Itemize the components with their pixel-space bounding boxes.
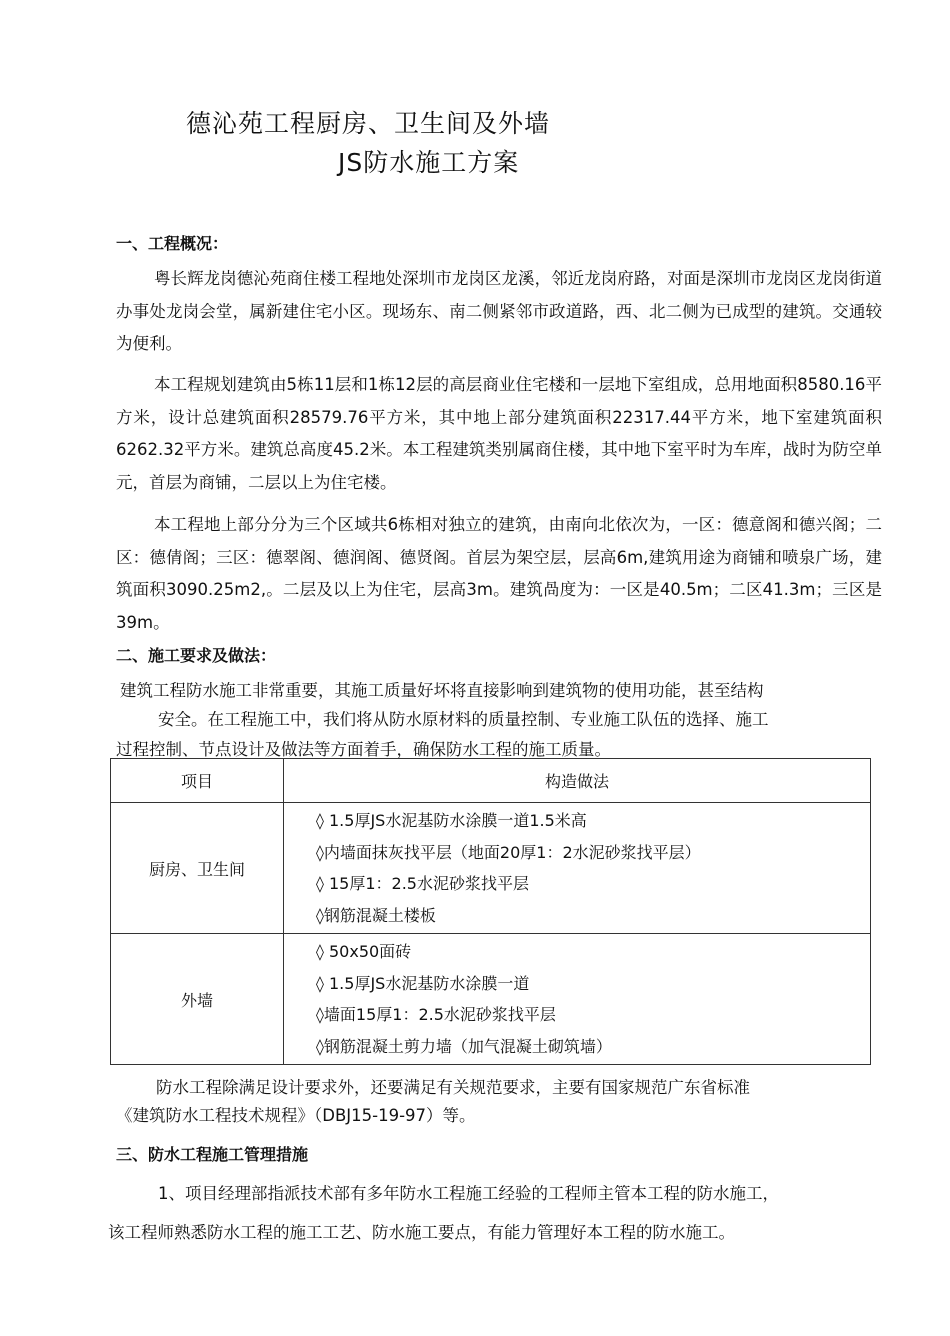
layer-item: ◊墙面15厚1：2.5水泥砂浆找平层 (316, 1005, 556, 1024)
layer-item: ◊ 15厚1：2.5水泥砂浆找平层 (316, 874, 529, 893)
document-title-line2: JS防水施工方案 (338, 148, 520, 177)
section1-paragraph-3: 本工程地上部分分为三个区域共6栋相对独立的建筑，由南向北依次为，一区：德意阁和德兴阁；二区：德倩阁；三区：德翠阁、德润阁、德贤阁。首层为架空层，层高6m,建筑用途为商铺和喷泉广场，建筑面积3090.25m2,。二层及以上为住宅，层高3m。建筑咼度为：一区是40.5m；二区41.3m；三区是39m。 (116, 515, 882, 632)
section2-after-line-1: 防水工程除满足设计要求外，还要满足有关规范要求，主要有国家规范广东省标准 (156, 1078, 750, 1097)
section3-heading: 三、防水工程施工管理措施 (116, 1145, 309, 1164)
layer-item: ◊ 50x50面砖 (316, 942, 412, 961)
table-header-row (111, 759, 871, 803)
layer-item: ◊钢筋混凝土剪力墙（加气混凝土砌筑墙） (316, 1036, 612, 1056)
table-row (111, 934, 871, 1065)
section1-heading: 一、工程概况： (116, 234, 229, 253)
section3-line-2: 该工程师熟悉防水工程的施工工艺、防水施工要点，有能力管理好本工程的防水施工。 (108, 1223, 735, 1242)
layer-item: ◊ 1.5厚JS水泥基防水涂膜一道 (316, 973, 530, 993)
section1-paragraph-2: 本工程规划建筑由5栋11层和1栋12层的高层商业住宅楼和一层地下室组成，总用地面积8580.16平方米，设计总建筑面积28579.76平方米，其中地上部分建筑面积22317.44平方米，地下室建筑面积6262.32平方米。建筑总高度45.2米。本工程建筑类别属商住楼，其中地下室平时为车库，战时为防空单元，首层为商铺，二层以上为住宅楼。 (116, 375, 882, 492)
section2-intro-line-2: 安全。在工程施工中，我们将从防水原材料的质量控制、专业施工队伍的选择、施工 (158, 710, 769, 729)
section2-after-line-2: 《建筑防水工程技术规程》（DBJ15-19-97）等。 (116, 1106, 476, 1125)
construction-table (110, 758, 871, 1065)
table-header-method: 构造做法 (284, 759, 871, 803)
table-cell-item: 厨房、卫生间 (111, 803, 284, 934)
table-row (111, 803, 871, 934)
layer-item: ◊ 1.5厚JS水泥基防水涂膜一道1.5米高 (316, 811, 587, 830)
table-cell-layers (284, 934, 871, 1065)
table-header-item: 项目 (111, 759, 284, 803)
layer-item: ◊内墙面抹灰找平层（地面20厚1：2水泥砂浆找平层） (316, 842, 701, 862)
table-cell-layers (284, 803, 871, 934)
section2-intro-line-1: 建筑工程防水施工非常重要，其施工质量好坏将直接影响到建筑物的使用功能，甚至结构 (120, 681, 764, 700)
section2-heading: 二、施工要求及做法： (116, 646, 277, 665)
table-cell-item: 外墙 (111, 934, 284, 1065)
layer-item: ◊钢筋混凝土楼板 (316, 905, 436, 925)
section1-paragraph-1: 粤长辉龙岗德沁苑商住楼工程地处深圳市龙岗区龙溪，邻近龙岗府路，对面是深圳市龙岗区龙岗街道办事处龙岗会堂，属新建住宅小区。现场东、南二侧紧邻市政道路，西、北二侧为已成型的建筑。交通较为便利。 (116, 269, 882, 354)
section2-intro-line-3: 过程控制、节点设计及做法等方面着手，确保防水工程的施工质量。 (116, 740, 611, 759)
section3-line-1: 1、项目经理部指派技术部有多年防水工程施工经验的工程师主管本工程的防水施工， (158, 1184, 779, 1203)
document-title-line1: 德沁苑工程厨房、卫生间及外墙 (186, 109, 551, 138)
